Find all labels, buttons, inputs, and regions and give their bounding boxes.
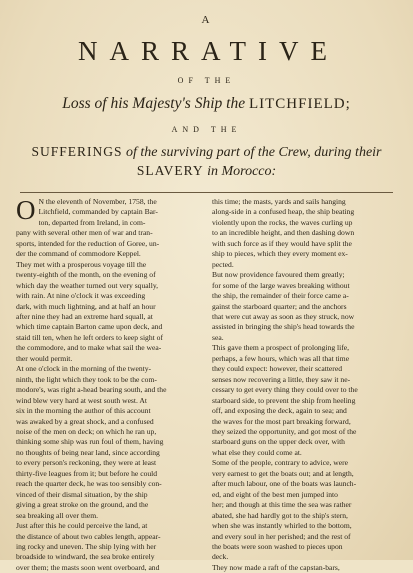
text-line: sea. (212, 332, 224, 342)
article-a: A (201, 14, 212, 26)
text-line: that were cut away as soon as they struck, now (212, 311, 355, 321)
text-line: the distance of about two cables length, appear- (16, 531, 161, 541)
of-the-heading: OF THE (177, 76, 236, 85)
slavery-text: in Morocco: (207, 164, 277, 179)
text-line: to every person's reckoning, they were at least (16, 458, 157, 468)
text-line: abated, she had hardly got to the ship's stern, (212, 510, 348, 520)
text-line: deck. (212, 552, 229, 562)
text-line: At one o'clock in the morning of the twenty- (16, 364, 152, 374)
text-line: gainst the starboard quarter; and the anchors (212, 301, 347, 311)
text-line: thirty-five leagues from it; but before he could (16, 468, 158, 478)
slavery-word: SLAVERY (136, 163, 204, 178)
text-line: which time captain Barton came upon deck, and (16, 322, 163, 332)
text-line: senses now recovering a little, they saw it ne- (212, 374, 351, 384)
text-line: reach the quarter deck, he was too sensibly con- (16, 479, 162, 489)
text-line: for some of the large waves breaking without (212, 280, 350, 290)
text-line: dark, with much lightning, and at half an hour (16, 301, 156, 311)
text-line: N the eleventh of November, 1758, the (38, 197, 157, 206)
text-line: ther would permit. (16, 353, 73, 363)
text-line: starboard guns on the upper deck over, with (212, 437, 345, 447)
text-line: pected. (212, 259, 234, 269)
loss-text: Loss of his Majesty's Ship the (62, 95, 246, 112)
and-the-heading: AND THE (171, 125, 242, 134)
text-line: to an incredible height, and then dashing down (212, 228, 355, 238)
text-line: over them; the masts soon went overboard, and (16, 562, 160, 572)
text-line: with such force as if they would have split the (212, 238, 352, 248)
text-line: thinking some ship was run foul of them, having (16, 437, 164, 447)
subtitle-sufferings (16, 144, 397, 161)
drop-cap: O (16, 195, 36, 225)
text-line: They now made a raft of the capstan-bars, (212, 562, 340, 572)
text-line: assisted in bringing the ship's head towards the (212, 322, 355, 332)
text-line: But now providence favoured them greatly; (212, 270, 345, 280)
text-line: along-side in a confused heap, the ship beating (212, 207, 355, 217)
text-line: Some of the people, contrary to advice, were (212, 458, 349, 468)
text-line: violently upon the rocks, the waves curling up (212, 217, 353, 227)
text-line: This gave them a prospect of prolonging life, (212, 343, 350, 353)
text-line: which day the weather turned out very squally, (16, 280, 159, 290)
text-line: sea breaking all over them. (16, 510, 99, 520)
text-line: cessary to get every thing they could over to the (212, 385, 358, 395)
text-line: pany with several other men of war and tran- (16, 228, 153, 238)
text-line: when she was instantly whirled to the bottom, (212, 521, 352, 531)
text-line: staid till ten, when he left orders to keep sight of (16, 332, 163, 342)
text-line: the commodore, and to make what sail the wea- (16, 343, 162, 353)
subtitle-loss (16, 95, 397, 113)
text-line: ninth, the light which they took to be the com- (16, 374, 157, 384)
text-line: with rain. At nine o'clock it was exceeding (16, 291, 146, 301)
text-line: der the command of commodore Keppel. (16, 249, 141, 259)
text-line: after much labour, one of the boats was launch- (212, 479, 357, 489)
text-line: ed, and eight of the best men jumped into (212, 489, 338, 499)
text-line: the ship, the remainder of their force came a- (212, 291, 349, 301)
text-line: was awaked by a great shock, and a confused (16, 416, 154, 426)
text-line: broadside to windward, the sea broke entirely (16, 552, 155, 562)
text-line: ton, departed from Ireland, in com- (38, 217, 146, 227)
text-line: they seized the opportunity, and got most of the (212, 426, 357, 436)
sufferings-word: SUFFERINGS (31, 144, 123, 159)
text-line: Litchfield, commanded by captain Bar- (38, 207, 158, 217)
text-line: they could expect: however, their scattered (212, 364, 342, 374)
text-line: this time; the masts, yards and sails hanging (212, 197, 346, 206)
text-line: no thoughts of being near land, since according (16, 447, 160, 457)
page-title: NARRATIVE (78, 36, 339, 66)
text-line: They met with a prosperous voyage till the (16, 259, 147, 269)
text-line: noise of the men on deck; on which he ran up, (16, 426, 157, 436)
text-line: after nine they had an extreme hard squall, at (16, 311, 153, 321)
text-line: ing rocky and uneven. The ship lying with her (16, 541, 157, 551)
body-columns (16, 197, 397, 573)
left-column (16, 197, 200, 573)
text-line: what else they could come at. (212, 447, 302, 457)
text-line: very earnest to get the boats out; and at length, (212, 468, 354, 478)
text-line: giving a great stroke on the ground, and the (16, 500, 149, 510)
text-line: sports, intended for the reduction of Goree, un- (16, 238, 160, 248)
ship-name: LITCHFIELD; (248, 96, 351, 112)
text-line: and every soul in her perished; and the rest of (212, 531, 351, 541)
text-line: her; and though at this time the sea was rather (212, 500, 352, 510)
text-line: starboard side, to prevent the ship from heeling (212, 395, 356, 405)
text-line: off, and exposing the deck, again to sea; and (212, 406, 347, 416)
text-line: twenty-eighth of the month, on the evening of (16, 270, 156, 280)
text-line: wind blew very hard at west south west. At (16, 395, 147, 405)
text-line: ship to pieces, which they every moment ex- (212, 249, 348, 259)
text-line: Just after this he could perceive the land, at (16, 521, 148, 531)
sufferings-text: of the surviving part of the Crew, during their (126, 145, 382, 160)
text-line: six in the morning the author of this account (16, 406, 151, 416)
text-line: the boats were soon washed to pieces upon (212, 541, 343, 551)
text-line: the waves for the most part breaking forward, (212, 416, 351, 426)
title-rule (20, 192, 393, 193)
text-line: modore's, was right a-head bearing south, and the (16, 385, 167, 395)
subtitle-slavery (16, 163, 397, 180)
text-line: perhaps, a few hours, which was all that time (212, 353, 350, 363)
text-line: vinced of their dismal situation, by the ship (16, 489, 148, 499)
right-column (212, 197, 396, 573)
